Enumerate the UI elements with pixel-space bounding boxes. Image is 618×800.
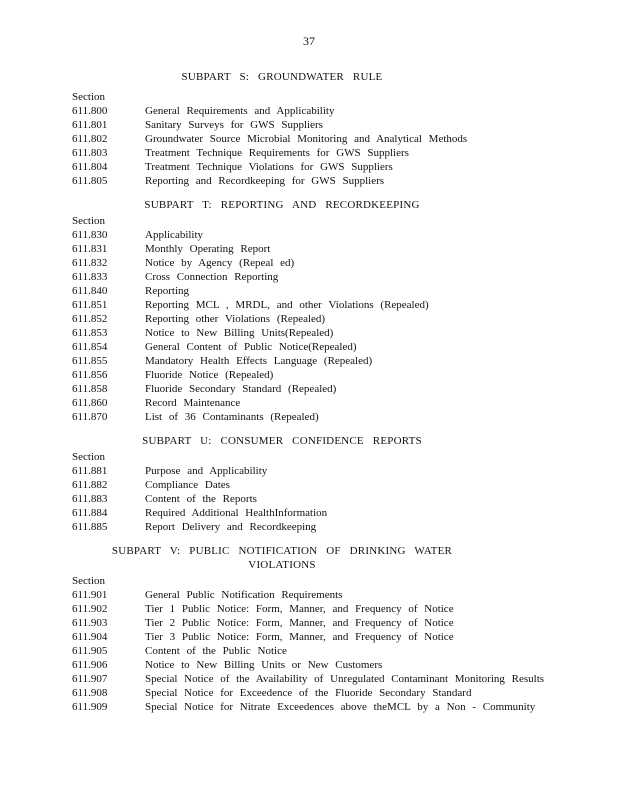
- section-title: Treatment Technique Requirements for GWS Suppliers: [145, 147, 409, 159]
- section-number: 611.830: [72, 229, 108, 241]
- section-number: 611.883: [72, 493, 108, 505]
- section-number: 611.800: [72, 105, 108, 117]
- section-number: 611.884: [72, 507, 108, 519]
- toc-entry: [72, 382, 552, 396]
- toc-entry: [72, 700, 552, 714]
- toc-entry: [72, 506, 552, 520]
- toc-entry: [72, 686, 552, 700]
- subpart-block: [72, 544, 552, 714]
- section-title: Tier 1 Public Notice: Form, Manner, and Frequency of Notice: [145, 603, 454, 615]
- section-title: Special Notice for Exceedence of the Fluoride Secondary Standard: [145, 687, 472, 699]
- section-number: 611.885: [72, 521, 108, 533]
- section-title: Sanitary Surveys for GWS Suppliers: [145, 119, 323, 131]
- section-column-label: Section: [72, 91, 105, 103]
- section-title: Reporting and Recordkeeping for GWS Suppliers: [145, 175, 385, 187]
- toc-entry: [72, 644, 552, 658]
- toc-entry: [72, 284, 552, 298]
- toc-entry: [72, 132, 552, 146]
- section-title: Notice to New Billing Units or New Customers: [145, 659, 383, 671]
- page-number: 37: [303, 34, 315, 48]
- subpart-block: [72, 434, 552, 534]
- toc-entry: [72, 520, 552, 534]
- toc-entry: [72, 630, 552, 644]
- section-number: 611.909: [72, 701, 108, 713]
- section-title: Tier 3 Public Notice: Form, Manner, and Frequency of Notice: [145, 631, 454, 643]
- section-number: 611.903: [72, 617, 108, 629]
- section-title: Special Notice of the Availability of Unregulated Contaminant Monitoring Results: [145, 673, 545, 685]
- section-number: 611.803: [72, 147, 108, 159]
- section-number: 611.860: [72, 397, 108, 409]
- section-column-label: Section: [72, 215, 105, 227]
- toc-entry: [72, 672, 552, 686]
- section-title: Content of the Reports: [145, 493, 257, 505]
- section-title: General Requirements and Applicability: [145, 105, 335, 117]
- section-number: 611.804: [72, 161, 108, 173]
- section-number: 611.901: [72, 589, 108, 601]
- section-column-label: Section: [72, 451, 105, 463]
- toc-entry: [72, 160, 552, 174]
- toc-entry: [72, 478, 552, 492]
- toc-entry: [72, 174, 552, 188]
- section-title: General Public Notification Requirements: [145, 589, 343, 601]
- section-number: 611.907: [72, 673, 108, 685]
- section-number: 611.870: [72, 411, 108, 423]
- toc-entry: [72, 256, 552, 270]
- section-title: General Content of Public Notice(Repealed): [145, 341, 357, 353]
- toc-entry: [72, 410, 552, 424]
- toc-entry: [72, 146, 552, 160]
- section-title: Cross Connection Reporting: [145, 271, 279, 283]
- table-of-contents: [72, 70, 552, 724]
- section-title: Notice to New Billing Units(Repealed): [145, 327, 334, 339]
- subpart-heading-text: SUBPART T: REPORTING AND RECORDKEEPING: [144, 199, 420, 211]
- toc-entry: [72, 368, 552, 382]
- toc-entry: [72, 298, 552, 312]
- section-number: 611.908: [72, 687, 108, 699]
- toc-entry: [72, 396, 552, 410]
- section-title: Special Notice for Nitrate Exceedences above theMCL by a Non - Community: [145, 701, 536, 713]
- section-title: Required Additional HealthInformation: [145, 507, 328, 519]
- section-number: 611.881: [72, 465, 108, 477]
- subpart-heading: [72, 70, 492, 84]
- section-number: 611.832: [72, 257, 108, 269]
- toc-entry: [72, 326, 552, 340]
- subpart-heading: [72, 198, 492, 212]
- section-number: 611.902: [72, 603, 108, 615]
- section-title: Report Delivery and Recordkeeping: [145, 521, 317, 533]
- section-title: Reporting: [145, 285, 189, 297]
- toc-entry: [72, 118, 552, 132]
- toc-entry: [72, 588, 552, 602]
- section-number: 611.855: [72, 355, 108, 367]
- toc-entry: [72, 616, 552, 630]
- section-column-label: Section: [72, 575, 105, 587]
- section-title: Content of the Public Notice: [145, 645, 287, 657]
- section-title: Record Maintenance: [145, 397, 241, 409]
- section-number: 611.831: [72, 243, 108, 255]
- section-title: Groundwater Source Microbial Monitoring and Analytical Methods: [145, 133, 468, 145]
- section-number: 611.853: [72, 327, 108, 339]
- section-number: 611.840: [72, 285, 108, 297]
- section-number: 611.852: [72, 313, 108, 325]
- toc-entry: [72, 340, 552, 354]
- section-number: 611.805: [72, 175, 108, 187]
- section-number: 611.801: [72, 119, 108, 131]
- subpart-block: [72, 70, 552, 188]
- section-number: 611.858: [72, 383, 108, 395]
- section-number: 611.856: [72, 369, 108, 381]
- section-title: Compliance Dates: [145, 479, 230, 491]
- subpart-block: [72, 198, 552, 424]
- toc-entry: [72, 228, 552, 242]
- section-title: Applicability: [145, 229, 204, 241]
- toc-entry: [72, 104, 552, 118]
- section-number: 611.833: [72, 271, 108, 283]
- toc-entry: [72, 312, 552, 326]
- toc-entry: [72, 270, 552, 284]
- section-number: 611.854: [72, 341, 108, 353]
- section-number: 611.802: [72, 133, 108, 145]
- toc-entry: [72, 242, 552, 256]
- toc-entry: [72, 658, 552, 672]
- section-title: Reporting other Violations (Repealed): [145, 313, 326, 325]
- section-title: List of 36 Contaminants (Repealed): [145, 411, 319, 423]
- toc-entry: [72, 602, 552, 616]
- section-number: 611.851: [72, 299, 108, 311]
- subpart-heading-text: SUBPART V: PUBLIC NOTIFICATION OF DRINKING WATER: [111, 545, 453, 557]
- section-title: Fluoride Secondary Standard (Repealed): [145, 383, 337, 395]
- section-number: 611.882: [72, 479, 108, 491]
- toc-entry: [72, 492, 552, 506]
- section-title: Tier 2 Public Notice: Form, Manner, and Frequency of Notice: [145, 617, 454, 629]
- subpart-heading-text: SUBPART S: GROUNDWATER RULE: [181, 71, 383, 83]
- subpart-heading: [72, 544, 492, 572]
- section-number: 611.905: [72, 645, 108, 657]
- section-title: Reporting MCL , MRDL, and other Violations (Repealed): [145, 299, 429, 311]
- section-title: Mandatory Health Effects Language (Repealed): [145, 355, 373, 367]
- section-number: 611.906: [72, 659, 108, 671]
- section-title: Treatment Technique Violations for GWS Suppliers: [145, 161, 393, 173]
- section-title: Purpose and Applicability: [145, 465, 268, 477]
- toc-entry: [72, 464, 552, 478]
- section-title: Fluoride Notice (Repealed): [145, 369, 274, 381]
- subpart-heading-text: SUBPART U: CONSUMER CONFIDENCE REPORTS: [142, 435, 422, 447]
- subpart-heading: [72, 434, 492, 448]
- section-number: 611.904: [72, 631, 108, 643]
- subpart-heading-continuation: VIOLATIONS: [248, 559, 316, 571]
- section-title: Monthly Operating Report: [145, 243, 271, 255]
- section-title: Notice by Agency (Repeal ed): [145, 257, 295, 269]
- toc-entry: [72, 354, 552, 368]
